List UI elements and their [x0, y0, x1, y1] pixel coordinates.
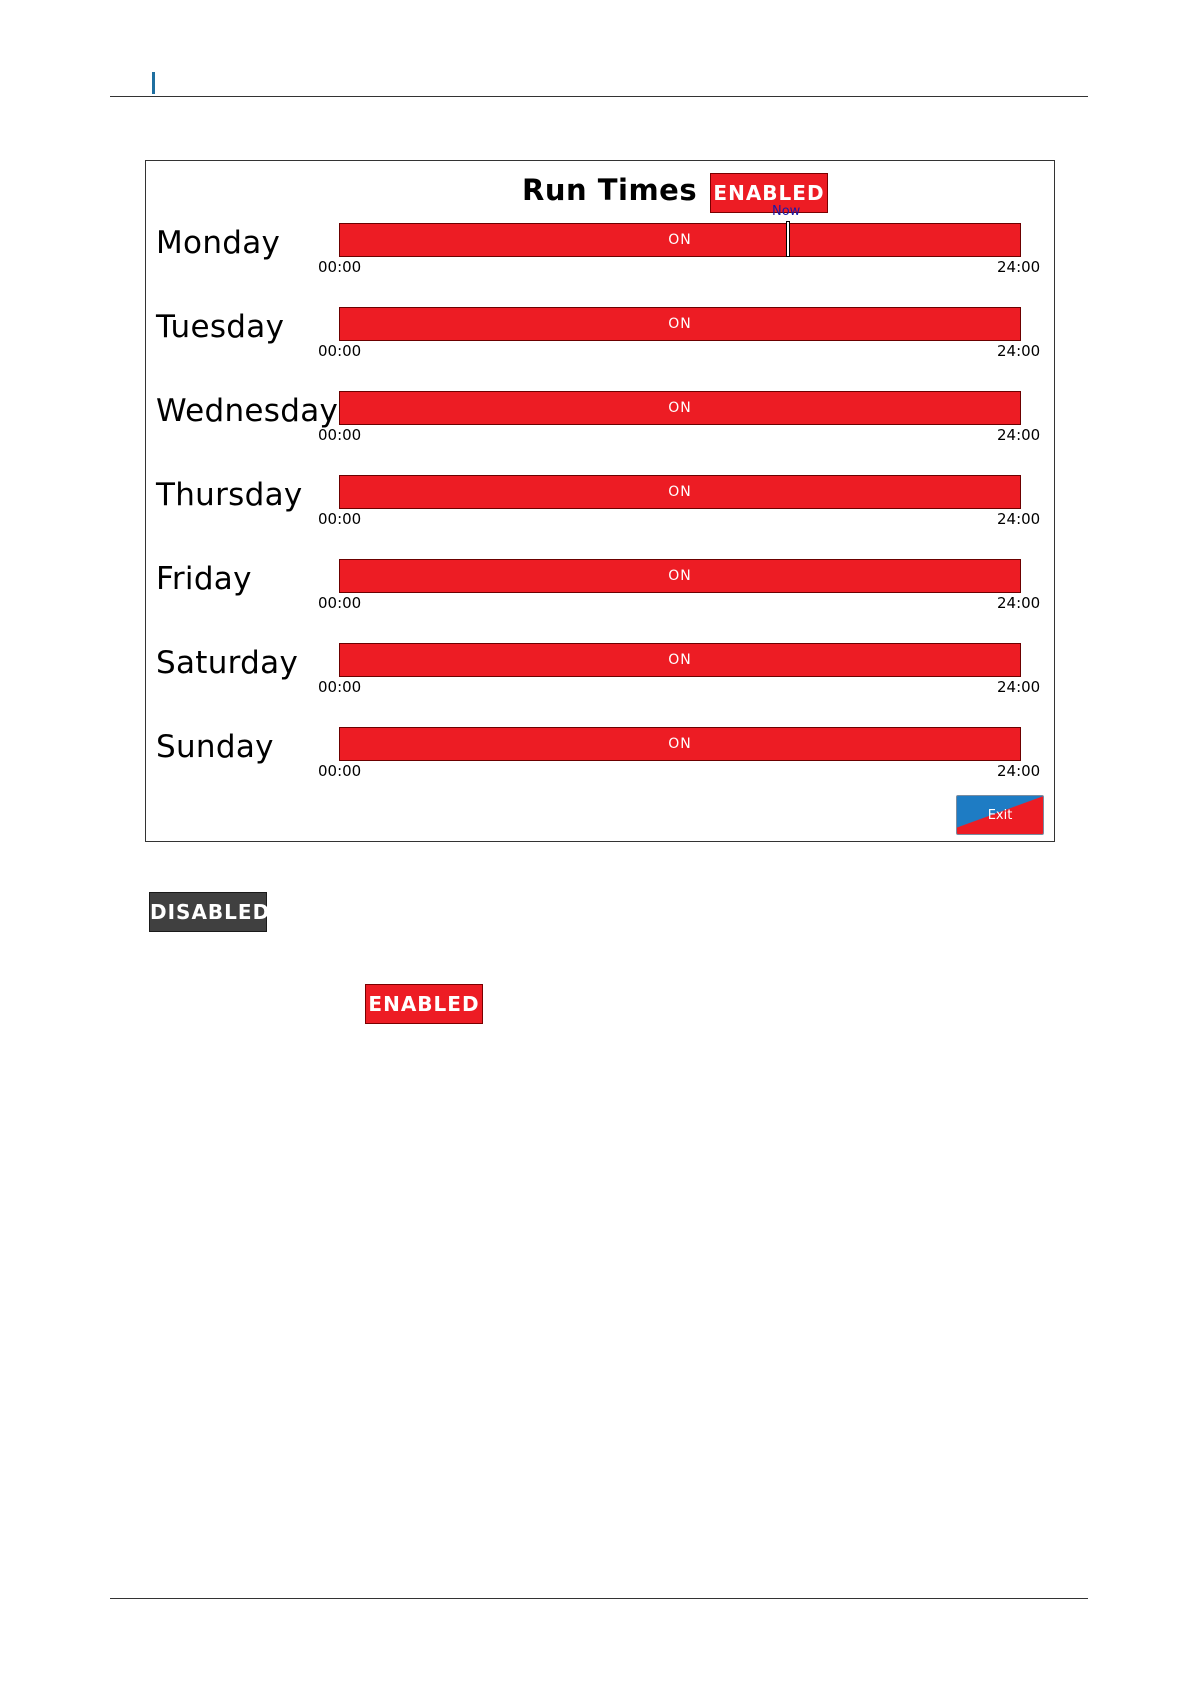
footer-divider: [110, 1598, 1088, 1599]
run-time-bar-thursday[interactable]: ON: [339, 475, 1021, 509]
now-label: Now: [772, 204, 801, 219]
enabled-badge: ENABLED: [365, 984, 483, 1024]
run-time-bar-saturday[interactable]: ON: [339, 643, 1021, 677]
day-label: Saturday: [156, 645, 299, 681]
day-row-tuesday: [146, 307, 1056, 391]
end-time-label: 24:00: [997, 678, 1041, 696]
end-time-label: 24:00: [997, 258, 1041, 276]
start-time-label: 00:00: [318, 258, 362, 276]
day-row-sunday: [146, 727, 1056, 811]
end-time-label: 24:00: [997, 510, 1041, 528]
end-time-label: 24:00: [997, 342, 1041, 360]
day-label: Thursday: [156, 477, 303, 513]
day-label: Monday: [156, 225, 281, 261]
run-times-screen: [145, 160, 1055, 842]
day-label: Wednesday: [156, 393, 339, 429]
now-marker: [786, 221, 790, 257]
end-time-label: 24:00: [997, 426, 1041, 444]
exit-button[interactable]: Exit: [956, 795, 1044, 835]
day-row-thursday: [146, 475, 1056, 559]
day-label: Tuesday: [156, 309, 285, 345]
end-time-label: 24:00: [997, 594, 1041, 612]
day-row-wednesday: [146, 391, 1056, 475]
day-label: Friday: [156, 561, 252, 597]
enabled-toggle-button[interactable]: ENABLED: [710, 173, 828, 213]
header-divider: [110, 96, 1088, 97]
end-time-label: 24:00: [997, 762, 1041, 780]
start-time-label: 00:00: [318, 594, 362, 612]
header-accent-mark: [152, 72, 155, 94]
day-row-saturday: [146, 643, 1056, 727]
start-time-label: 00:00: [318, 678, 362, 696]
start-time-label: 00:00: [318, 342, 362, 360]
run-time-bar-friday[interactable]: ON: [339, 559, 1021, 593]
start-time-label: 00:00: [318, 510, 362, 528]
day-row-monday: [146, 204, 1056, 307]
day-row-friday: [146, 559, 1056, 643]
run-time-bar-tuesday[interactable]: ON: [339, 307, 1021, 341]
run-time-bar-wednesday[interactable]: ON: [339, 391, 1021, 425]
page-title: Run Times: [522, 173, 698, 207]
run-time-bar-sunday[interactable]: ON: [339, 727, 1021, 761]
start-time-label: 00:00: [318, 762, 362, 780]
start-time-label: 00:00: [318, 426, 362, 444]
day-label: Sunday: [156, 729, 274, 765]
disabled-badge: DISABLED: [149, 892, 267, 932]
run-time-bar-monday[interactable]: ON: [339, 223, 1021, 257]
